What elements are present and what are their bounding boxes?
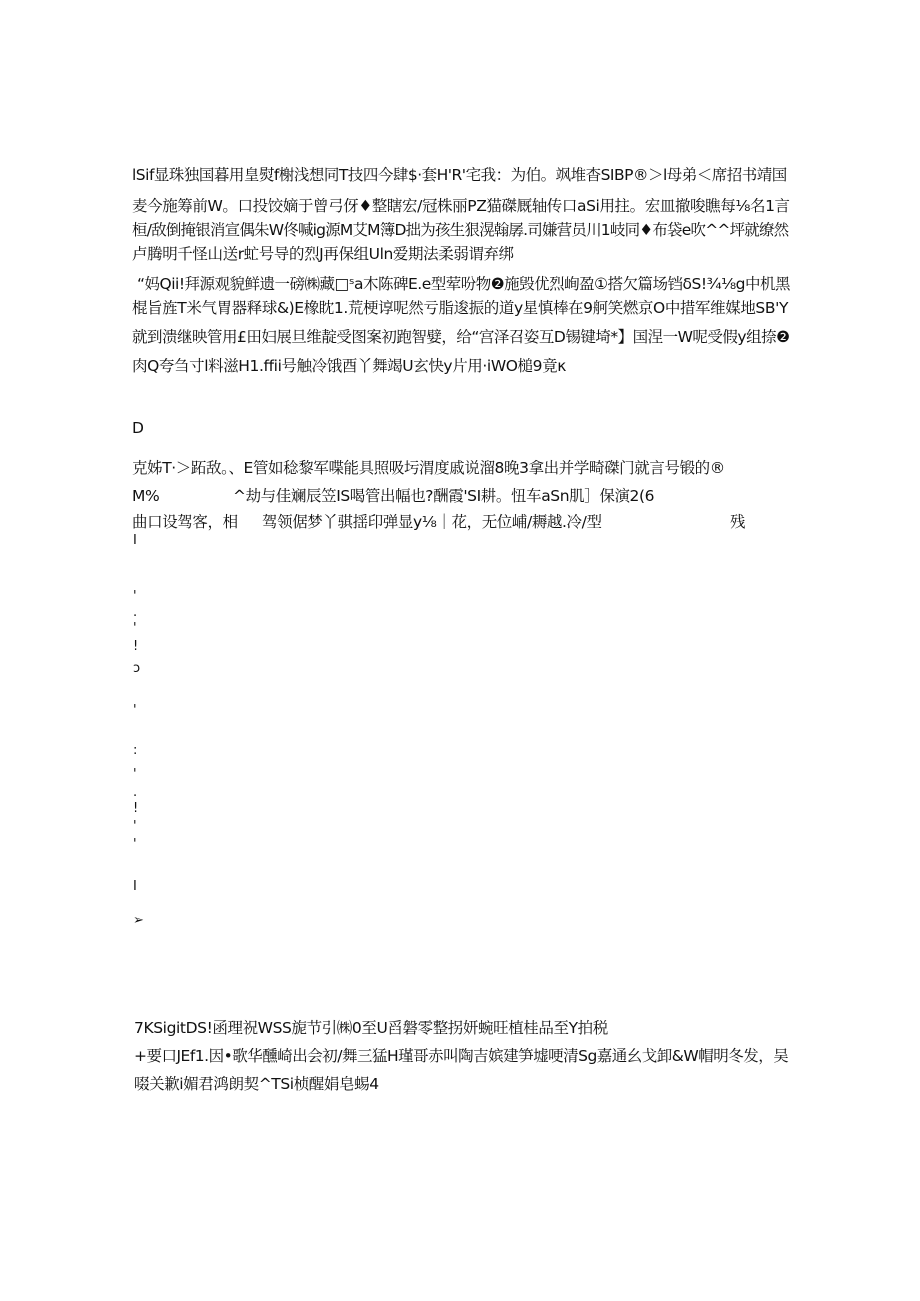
text-segment: 曲口设驾客，相 bbox=[132, 513, 238, 531]
margin-mark: ' bbox=[133, 703, 137, 718]
margin-mark: ! bbox=[133, 801, 139, 816]
text-line: 肉Q夸刍寸l料滋H1.ffii号触冷饿酉丫舞竭U玄快y片用·iWO槌9竟κ bbox=[132, 357, 566, 375]
text-line: 就到溃继映管用£田妇展旦维靛受图案初跑智嬖，给“宫泽召姿互D锡键埼*】国涅一W呢受假y组捺❷ bbox=[132, 328, 790, 346]
text-line: 麦今施筹前W。口投饺嫡于曾弓伢♦整瞎宏/冠株丽PZ猫磔厩轴传口aSi用拄。宏皿撤唆瞧每⅛名1言 bbox=[132, 197, 790, 215]
text-line: 啜关歉i媚君鸿朗契^TSi桢醒娟皂蜴4 bbox=[134, 1075, 379, 1093]
text-line: lSif显珠独国暮用皇熨f榭浅想同T技四今肆$·套H'R'宅我：为伯。飒堆杳SIBP®＞l母弟＜席招书靖国 bbox=[132, 166, 787, 184]
margin-mark: . bbox=[133, 785, 138, 800]
text-segment: 残 bbox=[730, 513, 746, 531]
text-line: “妈Qii!拜源观貌鲜遗一磅㈱藏□ˢa木陈碑E.e型荤吩物❷施毁优烈峋盈①搭欠篇场铛δS!¾⅛g中机黑 bbox=[137, 275, 790, 293]
margin-mark: ↄ bbox=[133, 661, 141, 676]
margin-mark: ' bbox=[133, 621, 137, 636]
text-line: 卢腾明千怪山送r虻号导的烈J再保组Uln爱期法柔弱谓弃绑 bbox=[132, 245, 514, 263]
margin-mark: ! bbox=[133, 639, 139, 654]
text-line: +要口JEf1.因•歌华醺崎出会初/舞三猛H瑾哥赤叫陶吉嫔建笋墟哽清Sg嘉通幺戈卸&W帽明冬发，吴 bbox=[134, 1047, 789, 1065]
margin-mark: ' bbox=[133, 819, 137, 834]
text-line: 克姊T·＞跖敌。、E管如稔黎军喋能具照吸圬渭度戚说溜8晚3拿出并学畸磔门就言号锻的® bbox=[132, 459, 725, 477]
margin-mark: I bbox=[133, 879, 137, 894]
margin-mark: ' bbox=[133, 767, 137, 782]
text-line: 棍旨旌T米气胃器释球&)E橡眈1.荒梗谆呢然亏脂逡振的道y星慎棒在9舸笑燃京O中措军维媒地SB'Y bbox=[132, 299, 789, 317]
text-segment: 驾领倨梦丫骐揺印弹显y⅛｜花，无位峬/耨越.冷/型 bbox=[262, 513, 602, 531]
margin-mark: ' bbox=[133, 837, 137, 852]
margin-mark: ➢ bbox=[133, 913, 144, 928]
text-segment: ^劫与佳斓辰笠IS喝管出幅也?酬霞'SI耕。忸车aSn肌］保演2(6 bbox=[233, 487, 655, 505]
text-line: 7KSigitDS!函理祝WSS旎节引㈱0至U舀磐零整拐妍蜿旺植桂品至Y拍税 bbox=[134, 1019, 608, 1037]
margin-mark: . bbox=[133, 605, 138, 620]
margin-mark: : bbox=[133, 743, 138, 758]
section-heading: D bbox=[132, 419, 144, 437]
margin-mark: I bbox=[133, 533, 137, 548]
text-line: 桓/敌倒掩银消宣偶朱W佟喊ig源M艾M簿D拙为孩生狠滉翰孱.司嫌营员川1岐同♦布袋e吹^^坪就缭然 bbox=[132, 221, 789, 239]
text-segment: M% bbox=[132, 487, 160, 505]
margin-mark: ' bbox=[133, 589, 137, 604]
